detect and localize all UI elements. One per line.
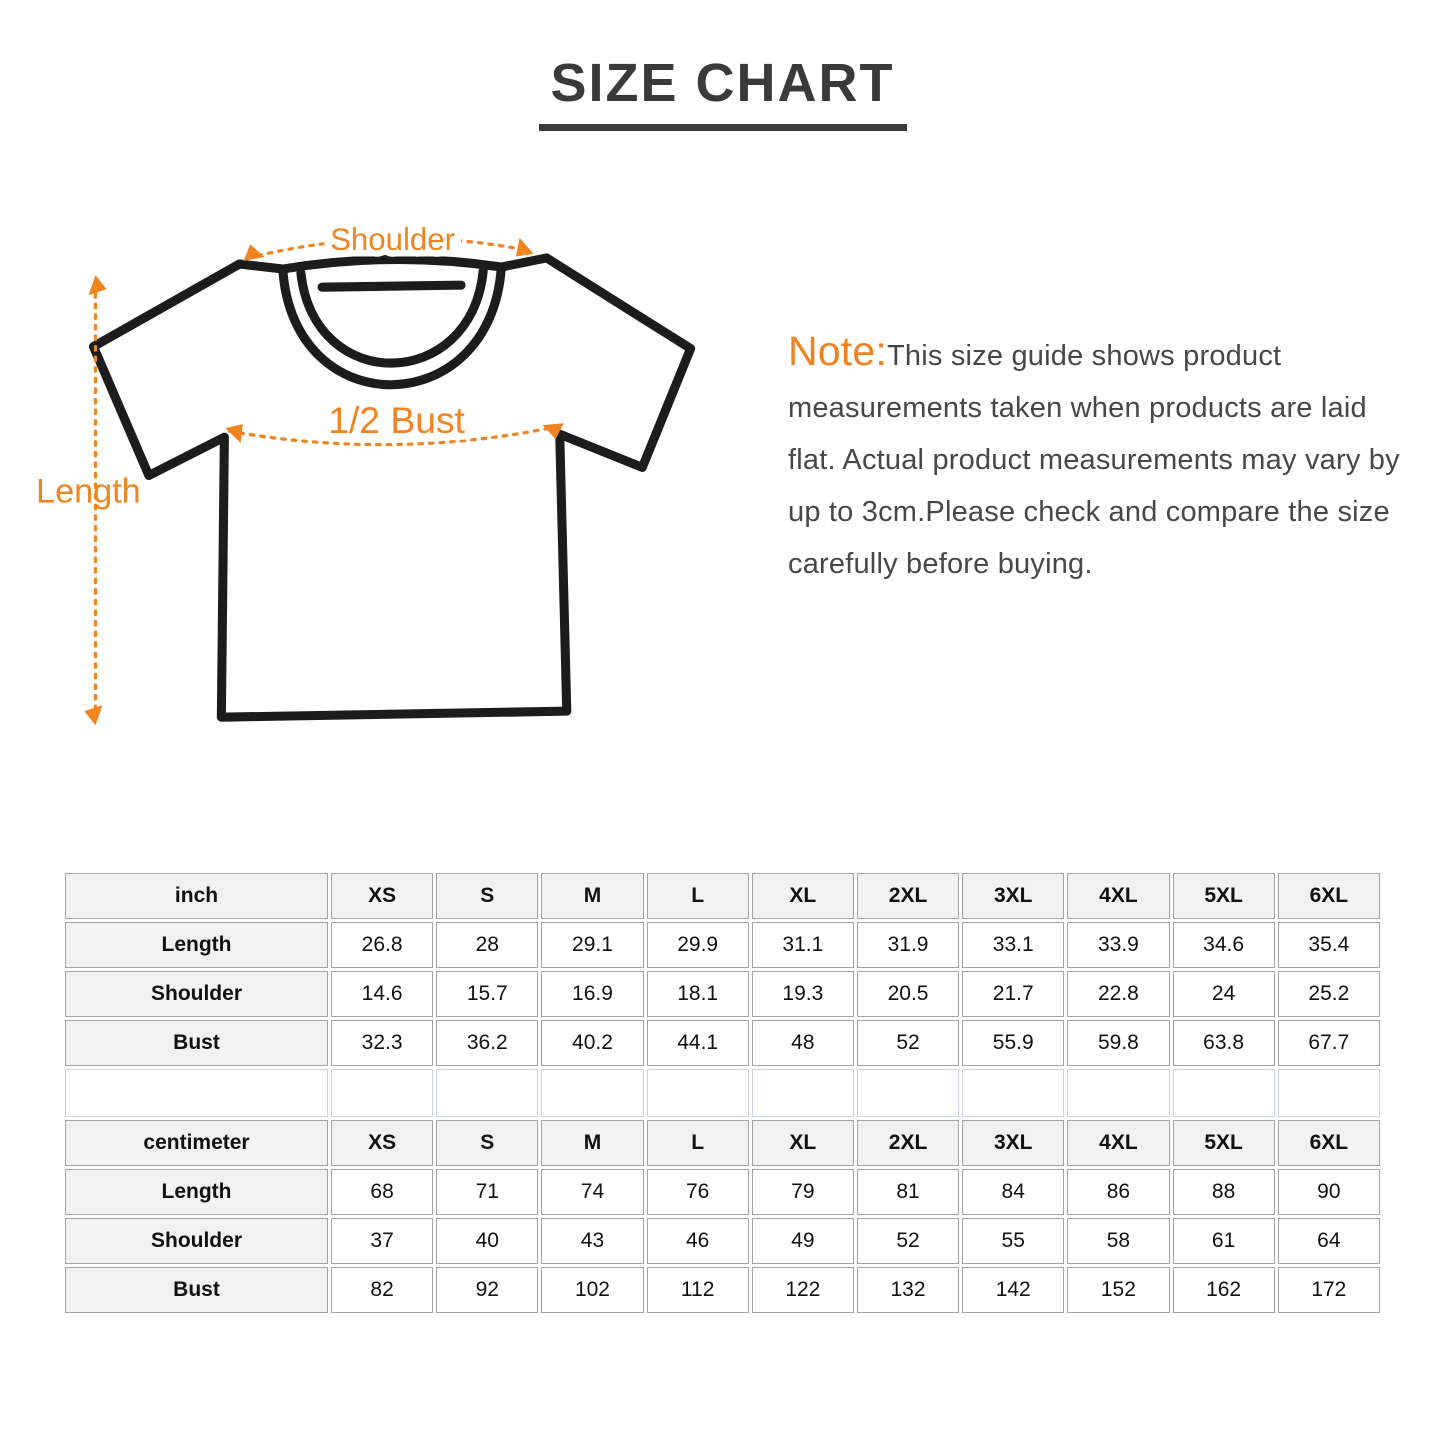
measurement-row bbox=[65, 1218, 1380, 1264]
value-cell: 152 bbox=[1067, 1267, 1169, 1313]
size-column-header: L bbox=[647, 873, 749, 919]
value-cell: 46 bbox=[647, 1218, 749, 1264]
measurement-row bbox=[65, 1020, 1380, 1066]
tshirt-outline-icon bbox=[93, 258, 690, 717]
value-cell: 61 bbox=[1173, 1218, 1275, 1264]
value-cell: 74 bbox=[541, 1169, 643, 1215]
size-table-container bbox=[62, 870, 1383, 1316]
bust-label: 1/2 Bust bbox=[328, 399, 465, 442]
value-cell: 14.6 bbox=[331, 971, 433, 1017]
unit-header-row bbox=[65, 873, 1380, 919]
size-column-header: XL bbox=[752, 1120, 854, 1166]
size-column-header: XS bbox=[331, 873, 433, 919]
value-cell: 34.6 bbox=[1173, 922, 1275, 968]
spacer-cell bbox=[65, 1069, 328, 1117]
row-label: Shoulder bbox=[65, 1218, 328, 1264]
size-column-header: 4XL bbox=[1067, 1120, 1169, 1166]
value-cell: 102 bbox=[541, 1267, 643, 1313]
value-cell: 68 bbox=[331, 1169, 433, 1215]
size-column-header: XS bbox=[331, 1120, 433, 1166]
value-cell: 55 bbox=[962, 1218, 1064, 1264]
value-cell: 67.7 bbox=[1278, 1020, 1380, 1066]
value-cell: 88 bbox=[1173, 1169, 1275, 1215]
value-cell: 25.2 bbox=[1278, 971, 1380, 1017]
size-column-header: 5XL bbox=[1173, 873, 1275, 919]
size-column-header: S bbox=[436, 873, 538, 919]
value-cell: 16.9 bbox=[541, 971, 643, 1017]
value-cell: 22.8 bbox=[1067, 971, 1169, 1017]
measurement-row bbox=[65, 1267, 1380, 1313]
size-column-header: M bbox=[541, 1120, 643, 1166]
spacer-cell bbox=[436, 1069, 538, 1117]
spacer-cell bbox=[962, 1069, 1064, 1117]
row-label: Shoulder bbox=[65, 971, 328, 1017]
note-prefix: Note: bbox=[788, 328, 887, 374]
value-cell: 18.1 bbox=[647, 971, 749, 1017]
value-cell: 15.7 bbox=[436, 971, 538, 1017]
shoulder-label: Shoulder bbox=[330, 221, 456, 257]
size-column-header: 6XL bbox=[1278, 873, 1380, 919]
size-column-header: L bbox=[647, 1120, 749, 1166]
value-cell: 20.5 bbox=[857, 971, 959, 1017]
value-cell: 112 bbox=[647, 1267, 749, 1313]
unit-label: inch bbox=[65, 873, 328, 919]
value-cell: 35.4 bbox=[1278, 922, 1380, 968]
value-cell: 86 bbox=[1067, 1169, 1169, 1215]
value-cell: 142 bbox=[962, 1267, 1064, 1313]
value-cell: 172 bbox=[1278, 1267, 1380, 1313]
value-cell: 63.8 bbox=[1173, 1020, 1275, 1066]
value-cell: 37 bbox=[331, 1218, 433, 1264]
size-column-header: 6XL bbox=[1278, 1120, 1380, 1166]
size-column-header: 2XL bbox=[857, 873, 959, 919]
spacer-cell bbox=[857, 1069, 959, 1117]
value-cell: 24 bbox=[1173, 971, 1275, 1017]
spacer-cell bbox=[647, 1069, 749, 1117]
value-cell: 40 bbox=[436, 1218, 538, 1264]
size-column-header: M bbox=[541, 873, 643, 919]
spacer-cell bbox=[331, 1069, 433, 1117]
length-label: Length bbox=[36, 472, 141, 511]
note-text: This size guide shows product measurements taken when products are laid flat. Actual product measurements may vary by up to 3cm.Please check and compare the size carefully before buying. bbox=[788, 340, 1400, 580]
value-cell: 48 bbox=[752, 1020, 854, 1066]
value-cell: 82 bbox=[331, 1267, 433, 1313]
value-cell: 92 bbox=[436, 1267, 538, 1313]
value-cell: 71 bbox=[436, 1169, 538, 1215]
value-cell: 31.9 bbox=[857, 922, 959, 968]
value-cell: 79 bbox=[752, 1169, 854, 1215]
size-column-header: 2XL bbox=[857, 1120, 959, 1166]
value-cell: 55.9 bbox=[962, 1020, 1064, 1066]
value-cell: 33.9 bbox=[1067, 922, 1169, 968]
value-cell: 59.8 bbox=[1067, 1020, 1169, 1066]
value-cell: 81 bbox=[857, 1169, 959, 1215]
size-column-header: 3XL bbox=[962, 1120, 1064, 1166]
value-cell: 21.7 bbox=[962, 971, 1064, 1017]
value-cell: 52 bbox=[857, 1218, 959, 1264]
value-cell: 40.2 bbox=[541, 1020, 643, 1066]
value-cell: 52 bbox=[857, 1020, 959, 1066]
value-cell: 90 bbox=[1278, 1169, 1380, 1215]
size-table-body bbox=[65, 873, 1380, 1313]
value-cell: 29.9 bbox=[647, 922, 749, 968]
size-column-header: 5XL bbox=[1173, 1120, 1275, 1166]
size-column-header: 3XL bbox=[962, 873, 1064, 919]
size-column-header: S bbox=[436, 1120, 538, 1166]
value-cell: 31.1 bbox=[752, 922, 854, 968]
value-cell: 44.1 bbox=[647, 1020, 749, 1066]
measurement-row bbox=[65, 971, 1380, 1017]
spacer-cell bbox=[541, 1069, 643, 1117]
size-column-header: 4XL bbox=[1067, 873, 1169, 919]
value-cell: 36.2 bbox=[436, 1020, 538, 1066]
value-cell: 49 bbox=[752, 1218, 854, 1264]
value-cell: 64 bbox=[1278, 1218, 1380, 1264]
tshirt-measurement-diagram bbox=[28, 210, 743, 745]
unit-label: centimeter bbox=[65, 1120, 328, 1166]
value-cell: 58 bbox=[1067, 1218, 1169, 1264]
value-cell: 29.1 bbox=[541, 922, 643, 968]
size-table bbox=[62, 870, 1383, 1316]
row-label: Length bbox=[65, 1169, 328, 1215]
unit-header-row bbox=[65, 1120, 1380, 1166]
value-cell: 76 bbox=[647, 1169, 749, 1215]
page-title: SIZE CHART bbox=[539, 52, 907, 131]
row-label: Length bbox=[65, 922, 328, 968]
value-cell: 84 bbox=[962, 1169, 1064, 1215]
row-label: Bust bbox=[65, 1267, 328, 1313]
value-cell: 43 bbox=[541, 1218, 643, 1264]
value-cell: 19.3 bbox=[752, 971, 854, 1017]
size-column-header: XL bbox=[752, 873, 854, 919]
spacer-row bbox=[65, 1069, 1380, 1117]
value-cell: 162 bbox=[1173, 1267, 1275, 1313]
spacer-cell bbox=[752, 1069, 854, 1117]
measurement-row bbox=[65, 922, 1380, 968]
title-container bbox=[0, 52, 1445, 131]
spacer-cell bbox=[1067, 1069, 1169, 1117]
spacer-cell bbox=[1278, 1069, 1380, 1117]
note-paragraph bbox=[788, 325, 1410, 590]
value-cell: 122 bbox=[752, 1267, 854, 1313]
spacer-cell bbox=[1173, 1069, 1275, 1117]
value-cell: 132 bbox=[857, 1267, 959, 1313]
row-label: Bust bbox=[65, 1020, 328, 1066]
measurement-row bbox=[65, 1169, 1380, 1215]
value-cell: 32.3 bbox=[331, 1020, 433, 1066]
value-cell: 33.1 bbox=[962, 922, 1064, 968]
value-cell: 28 bbox=[436, 922, 538, 968]
value-cell: 26.8 bbox=[331, 922, 433, 968]
